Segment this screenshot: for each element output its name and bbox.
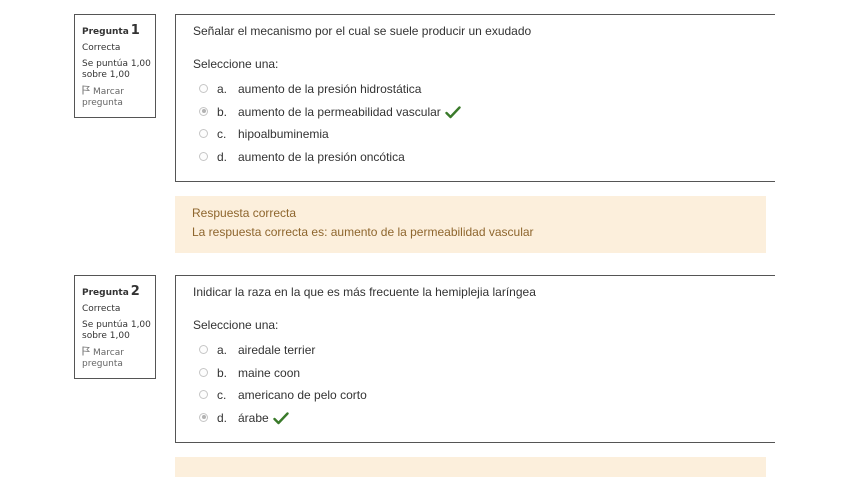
question-1-content	[175, 14, 775, 182]
radio-button-selected[interactable]	[199, 413, 208, 422]
answer-text-with-check	[238, 101, 461, 124]
answer-prompt: Seleccione una:	[193, 57, 279, 71]
question-state: Correcta	[82, 303, 121, 314]
question-number: Pregunta 2	[82, 284, 140, 299]
radio-button[interactable]	[199, 152, 208, 161]
answer-text-with-check	[238, 407, 289, 430]
question-text: Señalar el mecanismo por el cual se suele producir un exudado	[193, 24, 532, 38]
flag-label: Marcar pregunta	[82, 348, 124, 369]
radio-button[interactable]	[199, 390, 208, 399]
radio-button[interactable]	[199, 84, 208, 93]
radio-button[interactable]	[199, 345, 208, 354]
answer-list	[193, 78, 775, 168]
answer-list	[193, 339, 775, 429]
answer-text: hipoalbuminemia	[238, 127, 329, 141]
answer-option-a[interactable]	[193, 339, 775, 362]
answer-letter: c.	[217, 388, 227, 402]
flag-icon	[82, 85, 91, 95]
question-2-info	[74, 275, 156, 379]
answer-text: aumento de la permeabilidad vascular	[238, 104, 441, 119]
answer-option-a[interactable]	[193, 78, 775, 101]
question-1-info	[74, 14, 156, 118]
question-1-feedback	[175, 196, 766, 253]
answer-letter: b.	[217, 104, 228, 119]
flag-label: Marcar pregunta	[82, 87, 124, 108]
question-2-feedback	[175, 457, 766, 477]
answer-text: aumento de la presión oncótica	[238, 149, 405, 164]
answer-prompt: Seleccione una:	[193, 318, 279, 332]
answer-option-d[interactable]	[193, 407, 775, 430]
answer-option-b[interactable]	[193, 362, 775, 385]
question-state: Correcta	[82, 42, 121, 53]
answer-letter: b.	[217, 365, 228, 380]
flag-question-link[interactable]	[82, 85, 155, 109]
question-number: Pregunta 1	[82, 23, 140, 38]
flag-question-link[interactable]	[82, 346, 155, 370]
radio-button[interactable]	[199, 129, 208, 138]
question-2-content	[175, 275, 775, 443]
radio-button[interactable]	[199, 368, 208, 377]
answer-text: airedale terrier	[238, 343, 316, 357]
question-grade: Se puntúa 1,00 sobre 1,00	[82, 58, 151, 81]
feedback-correct-answer: La respuesta correcta es: aumento de la permeabilidad vascular	[192, 225, 534, 239]
answer-letter: a.	[217, 82, 228, 96]
answer-option-c[interactable]	[193, 384, 775, 407]
flag-icon	[82, 346, 91, 356]
question-text: Inidicar la raza en la que es más frecuente la hemiplejia laríngea	[193, 285, 536, 299]
answer-text: americano de pelo corto	[238, 388, 367, 402]
answer-option-b[interactable]	[193, 101, 775, 124]
feedback-status: Respuesta correcta	[192, 206, 297, 220]
answer-option-d[interactable]	[193, 146, 775, 169]
answer-text: maine coon	[238, 365, 301, 380]
answer-letter: c.	[217, 127, 227, 141]
answer-text: árabe	[238, 410, 269, 425]
check-icon	[273, 412, 289, 425]
radio-button-selected[interactable]	[199, 107, 208, 116]
answer-letter: d.	[217, 410, 228, 425]
answer-letter: d.	[217, 149, 228, 164]
answer-option-c[interactable]	[193, 123, 775, 146]
check-icon	[445, 106, 461, 119]
question-grade: Se puntúa 1,00 sobre 1,00	[82, 319, 151, 342]
answer-text: aumento de la presión hidrostática	[238, 82, 422, 96]
answer-letter: a.	[217, 343, 228, 357]
